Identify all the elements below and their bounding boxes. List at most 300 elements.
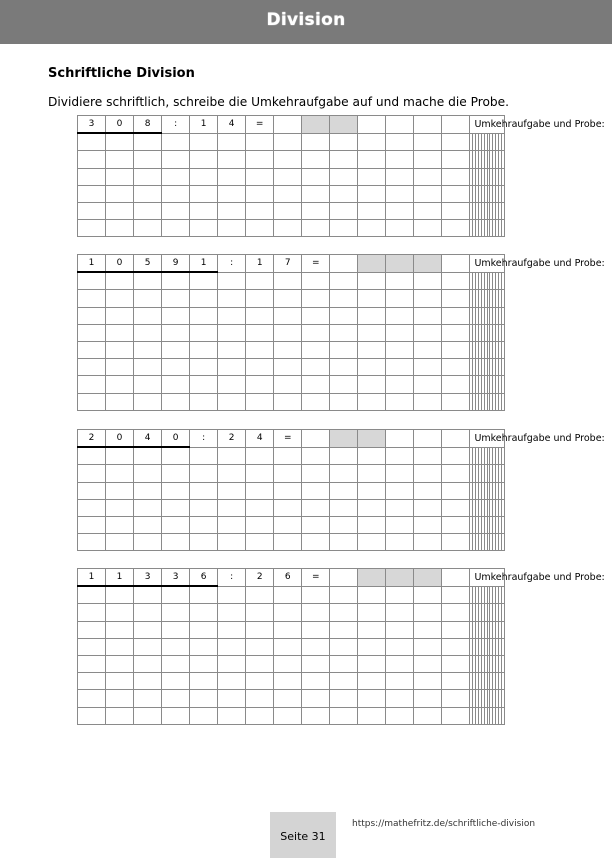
grid-cell bbox=[274, 359, 302, 376]
grid-cell bbox=[274, 220, 302, 237]
problem-char: 2 bbox=[78, 430, 106, 448]
grid-cell bbox=[442, 324, 470, 341]
grid-cell bbox=[246, 707, 274, 724]
grid-cell bbox=[106, 185, 134, 202]
grid-cell bbox=[302, 272, 330, 290]
grid-cell bbox=[358, 185, 386, 202]
grid-cell bbox=[246, 272, 274, 290]
grid-cell bbox=[386, 116, 414, 134]
grid-cell bbox=[501, 220, 504, 237]
grid-cell bbox=[302, 604, 330, 621]
grid-cell bbox=[358, 534, 386, 551]
problem-grid-2 bbox=[77, 254, 605, 411]
grid-cell bbox=[190, 447, 218, 465]
grid-cell bbox=[274, 534, 302, 551]
grid-cell bbox=[330, 638, 358, 655]
grid-cell bbox=[330, 499, 358, 516]
grid-cell bbox=[134, 655, 162, 672]
grid-cell bbox=[442, 516, 470, 533]
grid-cell bbox=[330, 324, 358, 341]
grid-cell bbox=[501, 673, 504, 690]
problem-char: 0 bbox=[106, 255, 134, 273]
grid-cell bbox=[78, 604, 106, 621]
grid-cell bbox=[386, 307, 414, 324]
grid-cell bbox=[302, 202, 330, 219]
grid-row bbox=[78, 516, 505, 533]
grid-cell bbox=[218, 482, 246, 499]
grid-cell bbox=[358, 516, 386, 533]
grid-cell bbox=[162, 586, 190, 604]
grid-cell bbox=[218, 586, 246, 604]
grid-cell bbox=[78, 586, 106, 604]
grid-cell bbox=[414, 534, 442, 551]
grid-cell bbox=[162, 465, 190, 482]
problem-char: 6 bbox=[274, 569, 302, 587]
page-title: Division bbox=[266, 10, 346, 30]
answer-cell bbox=[386, 255, 414, 273]
reverse-task-label: Umkehraufgabe und Probe: bbox=[470, 116, 505, 134]
grid-cell bbox=[302, 690, 330, 707]
grid-cell bbox=[106, 133, 134, 151]
grid-cell bbox=[274, 621, 302, 638]
grid-cell bbox=[106, 447, 134, 465]
grid-cell bbox=[78, 290, 106, 307]
grid-cell bbox=[302, 586, 330, 604]
grid-cell bbox=[106, 376, 134, 393]
grid-row bbox=[78, 638, 505, 655]
grid-cell bbox=[162, 621, 190, 638]
grid-cell bbox=[414, 673, 442, 690]
problem-char: 4 bbox=[246, 430, 274, 448]
grid-cell bbox=[218, 168, 246, 185]
grid-cell bbox=[190, 185, 218, 202]
grid-cell bbox=[330, 168, 358, 185]
grid-cell bbox=[442, 655, 470, 672]
grid-cell bbox=[358, 272, 386, 290]
grid-cell bbox=[358, 290, 386, 307]
grid-cell bbox=[414, 621, 442, 638]
grid-cell bbox=[330, 604, 358, 621]
grid-cell bbox=[78, 272, 106, 290]
answer-cell bbox=[330, 430, 358, 448]
answer-cell bbox=[414, 569, 442, 587]
grid-cell bbox=[106, 341, 134, 358]
grid-cell bbox=[302, 534, 330, 551]
grid-cell bbox=[358, 690, 386, 707]
grid-row bbox=[78, 655, 505, 672]
grid-cell bbox=[190, 272, 218, 290]
grid-cell bbox=[358, 393, 386, 410]
grid-cell bbox=[386, 220, 414, 237]
grid-cell bbox=[330, 290, 358, 307]
grid-cell bbox=[162, 324, 190, 341]
grid-cell bbox=[190, 690, 218, 707]
grid-cell bbox=[501, 307, 504, 324]
grid-cell bbox=[218, 638, 246, 655]
problem-char: 0 bbox=[106, 116, 134, 134]
grid-row bbox=[78, 133, 505, 151]
grid-cell bbox=[501, 359, 504, 376]
grid-cell bbox=[78, 707, 106, 724]
grid-cell bbox=[358, 133, 386, 151]
grid-cell bbox=[78, 393, 106, 410]
problem-char: : bbox=[218, 569, 246, 587]
grid-cell bbox=[218, 534, 246, 551]
grid-cell bbox=[358, 168, 386, 185]
grid-cell bbox=[134, 307, 162, 324]
grid-cell bbox=[414, 430, 442, 448]
grid-cell bbox=[162, 638, 190, 655]
grid-cell bbox=[386, 359, 414, 376]
grid-cell bbox=[442, 707, 470, 724]
grid-cell bbox=[78, 168, 106, 185]
grid-cell bbox=[162, 376, 190, 393]
grid-cell bbox=[246, 307, 274, 324]
grid-cell bbox=[106, 151, 134, 168]
grid-cell bbox=[134, 465, 162, 482]
grid-cell bbox=[442, 307, 470, 324]
grid-cell bbox=[218, 707, 246, 724]
grid-row bbox=[78, 673, 505, 690]
grid-cell bbox=[386, 621, 414, 638]
grid-cell bbox=[190, 151, 218, 168]
grid-row bbox=[78, 430, 505, 448]
grid-cell bbox=[274, 690, 302, 707]
grid-cell bbox=[218, 151, 246, 168]
grid-cell bbox=[330, 220, 358, 237]
grid-cell bbox=[501, 202, 504, 219]
problem-char: 0 bbox=[106, 430, 134, 448]
grid-cell bbox=[162, 604, 190, 621]
grid-cell bbox=[106, 690, 134, 707]
grid-cell bbox=[414, 341, 442, 358]
grid-cell bbox=[218, 447, 246, 465]
grid-cell bbox=[78, 202, 106, 219]
grid-cell bbox=[501, 272, 504, 290]
grid-cell bbox=[274, 324, 302, 341]
grid-cell bbox=[134, 482, 162, 499]
grid-row bbox=[78, 376, 505, 393]
grid-cell bbox=[162, 359, 190, 376]
grid-cell bbox=[358, 586, 386, 604]
grid-cell bbox=[162, 202, 190, 219]
problem-char: 1 bbox=[246, 255, 274, 273]
grid-cell bbox=[162, 673, 190, 690]
grid-cell bbox=[190, 655, 218, 672]
grid-cell bbox=[442, 690, 470, 707]
grid-cell bbox=[162, 307, 190, 324]
grid-cell bbox=[330, 185, 358, 202]
grid-cell bbox=[414, 604, 442, 621]
grid-cell bbox=[274, 707, 302, 724]
grid-cell bbox=[386, 655, 414, 672]
grid-cell bbox=[274, 290, 302, 307]
grid-cell bbox=[330, 690, 358, 707]
grid-row bbox=[78, 359, 505, 376]
grid-cell bbox=[330, 482, 358, 499]
grid-cell bbox=[190, 307, 218, 324]
grid-cell bbox=[302, 324, 330, 341]
grid-cell bbox=[274, 516, 302, 533]
grid-cell bbox=[218, 307, 246, 324]
grid-cell bbox=[358, 447, 386, 465]
grid-cell bbox=[106, 604, 134, 621]
grid-cell bbox=[358, 482, 386, 499]
grid-cell bbox=[414, 482, 442, 499]
grid-cell bbox=[78, 638, 106, 655]
grid-cell bbox=[246, 621, 274, 638]
grid-row bbox=[78, 482, 505, 499]
grid-cell bbox=[134, 341, 162, 358]
answer-cell bbox=[358, 430, 386, 448]
grid-cell bbox=[162, 151, 190, 168]
grid-cell bbox=[302, 393, 330, 410]
grid-cell bbox=[78, 655, 106, 672]
reverse-task-label: Umkehraufgabe und Probe: bbox=[470, 569, 505, 587]
grid-cell bbox=[414, 376, 442, 393]
grid-cell bbox=[358, 324, 386, 341]
grid-cell bbox=[302, 307, 330, 324]
answer-cell bbox=[358, 569, 386, 587]
grid-cell bbox=[218, 376, 246, 393]
grid-row bbox=[78, 690, 505, 707]
grid-cell bbox=[414, 586, 442, 604]
grid-cell bbox=[106, 638, 134, 655]
grid-cell bbox=[414, 202, 442, 219]
grid-cell bbox=[330, 272, 358, 290]
problem-char: 6 bbox=[190, 569, 218, 587]
grid-cell bbox=[442, 534, 470, 551]
grid-cell bbox=[501, 465, 504, 482]
grid-cell bbox=[330, 151, 358, 168]
grid-cell bbox=[218, 202, 246, 219]
grid-cell bbox=[246, 638, 274, 655]
grid-cell bbox=[274, 202, 302, 219]
grid-cell bbox=[358, 359, 386, 376]
grid-cell bbox=[302, 621, 330, 638]
grid-cell bbox=[414, 151, 442, 168]
grid-cell bbox=[190, 290, 218, 307]
page-number: Seite 31 bbox=[280, 830, 326, 843]
grid-cell bbox=[501, 482, 504, 499]
grid-cell bbox=[442, 116, 470, 134]
grid-cell bbox=[358, 116, 386, 134]
grid-cell bbox=[78, 482, 106, 499]
grid-cell bbox=[386, 447, 414, 465]
grid-cell bbox=[442, 430, 470, 448]
grid-cell bbox=[302, 168, 330, 185]
grid-cell bbox=[274, 465, 302, 482]
grid-cell bbox=[302, 151, 330, 168]
grid-cell bbox=[358, 707, 386, 724]
grid-cell bbox=[330, 673, 358, 690]
grid-cell bbox=[106, 673, 134, 690]
grid-cell bbox=[106, 465, 134, 482]
problem-char: 3 bbox=[78, 116, 106, 134]
grid-cell bbox=[78, 359, 106, 376]
grid-cell bbox=[358, 499, 386, 516]
grid-cell bbox=[134, 621, 162, 638]
grid-cell bbox=[358, 220, 386, 237]
grid-cell bbox=[442, 604, 470, 621]
grid-cell bbox=[386, 376, 414, 393]
grid-cell bbox=[302, 707, 330, 724]
grid-cell bbox=[134, 447, 162, 465]
grid-cell bbox=[274, 376, 302, 393]
grid-cell bbox=[501, 133, 504, 151]
grid-cell bbox=[218, 604, 246, 621]
grid-row bbox=[78, 569, 505, 587]
grid-cell bbox=[501, 690, 504, 707]
grid-cell bbox=[302, 341, 330, 358]
grid-cell bbox=[501, 168, 504, 185]
grid-cell bbox=[162, 707, 190, 724]
grid-cell bbox=[358, 465, 386, 482]
grid-cell bbox=[134, 290, 162, 307]
grid-cell bbox=[330, 202, 358, 219]
problem-char: 3 bbox=[134, 569, 162, 587]
grid-cell bbox=[162, 447, 190, 465]
grid-cell bbox=[78, 465, 106, 482]
grid-cell bbox=[386, 290, 414, 307]
grid-cell bbox=[302, 638, 330, 655]
grid-cell bbox=[106, 307, 134, 324]
grid-cell bbox=[386, 133, 414, 151]
grid-cell bbox=[190, 376, 218, 393]
grid-cell bbox=[106, 482, 134, 499]
grid-cell bbox=[134, 393, 162, 410]
grid-cell bbox=[246, 655, 274, 672]
problem-char: 3 bbox=[162, 569, 190, 587]
grid-cell bbox=[162, 393, 190, 410]
reverse-task-label: Umkehraufgabe und Probe: bbox=[470, 430, 505, 448]
grid-cell bbox=[386, 690, 414, 707]
grid-cell bbox=[246, 447, 274, 465]
grid-cell bbox=[414, 116, 442, 134]
grid-cell bbox=[190, 516, 218, 533]
grid-cell bbox=[134, 151, 162, 168]
grid-cell bbox=[78, 499, 106, 516]
problem-char: 1 bbox=[190, 116, 218, 134]
grid-cell bbox=[190, 707, 218, 724]
grid-cell bbox=[162, 516, 190, 533]
grid-cell bbox=[442, 447, 470, 465]
grid-cell bbox=[358, 655, 386, 672]
grid-cell bbox=[442, 272, 470, 290]
grid-cell bbox=[414, 638, 442, 655]
grid-cell bbox=[414, 220, 442, 237]
grid-row bbox=[78, 202, 505, 219]
grid-row bbox=[78, 324, 505, 341]
grid-cell bbox=[106, 707, 134, 724]
grid-cell bbox=[330, 516, 358, 533]
problem-grid-3 bbox=[77, 429, 605, 551]
grid-cell bbox=[274, 393, 302, 410]
grid-cell bbox=[386, 638, 414, 655]
grid-cell bbox=[501, 516, 504, 533]
grid-row bbox=[78, 586, 505, 604]
problem-char: = bbox=[246, 116, 274, 134]
grid-cell bbox=[274, 116, 302, 134]
grid-cell bbox=[442, 586, 470, 604]
grid-cell bbox=[274, 447, 302, 465]
grid-cell bbox=[414, 447, 442, 465]
answer-cell bbox=[386, 569, 414, 587]
grid-cell bbox=[274, 307, 302, 324]
grid-cell bbox=[134, 376, 162, 393]
grid-cell bbox=[386, 465, 414, 482]
grid-cell bbox=[330, 586, 358, 604]
grid-cell bbox=[386, 604, 414, 621]
grid-cell bbox=[134, 272, 162, 290]
grid-cell bbox=[78, 447, 106, 465]
grid-cell bbox=[386, 341, 414, 358]
grid-cell bbox=[442, 290, 470, 307]
grid-cell bbox=[358, 673, 386, 690]
problem-char: 8 bbox=[134, 116, 162, 134]
grid-cell bbox=[246, 151, 274, 168]
grid-cell bbox=[386, 707, 414, 724]
grid-cell bbox=[274, 168, 302, 185]
grid-cell bbox=[330, 465, 358, 482]
problem-char: : bbox=[218, 255, 246, 273]
grid-cell bbox=[358, 638, 386, 655]
grid-cell bbox=[134, 534, 162, 551]
grid-cell bbox=[134, 324, 162, 341]
grid-cell bbox=[442, 569, 470, 587]
grid-cell bbox=[501, 185, 504, 202]
grid-cell bbox=[190, 393, 218, 410]
grid-cell bbox=[246, 516, 274, 533]
grid-cell bbox=[106, 202, 134, 219]
grid-cell bbox=[162, 482, 190, 499]
page-number-box bbox=[270, 812, 336, 858]
grid-cell bbox=[274, 341, 302, 358]
grid-cell bbox=[162, 655, 190, 672]
grid-cell bbox=[330, 376, 358, 393]
grid-cell bbox=[78, 376, 106, 393]
problem-char: = bbox=[302, 569, 330, 587]
grid-cell bbox=[501, 707, 504, 724]
grid-cell bbox=[302, 185, 330, 202]
grid-cell bbox=[218, 465, 246, 482]
grid-cell bbox=[358, 341, 386, 358]
grid-cell bbox=[106, 534, 134, 551]
instruction-text: Dividiere schriftlich, schreibe die Umkehraufgabe auf und mache die Probe. bbox=[48, 95, 510, 109]
grid-cell bbox=[414, 307, 442, 324]
grid-cell bbox=[442, 499, 470, 516]
problem-char: 2 bbox=[246, 569, 274, 587]
grid-cell bbox=[330, 255, 358, 273]
grid-cell bbox=[302, 376, 330, 393]
grid-cell bbox=[414, 133, 442, 151]
grid-cell bbox=[386, 185, 414, 202]
grid-cell bbox=[414, 707, 442, 724]
problem-char: = bbox=[302, 255, 330, 273]
grid-cell bbox=[78, 324, 106, 341]
grid-row bbox=[78, 341, 505, 358]
grid-cell bbox=[218, 290, 246, 307]
grid-cell bbox=[134, 499, 162, 516]
grid-cell bbox=[106, 655, 134, 672]
grid-cell bbox=[134, 707, 162, 724]
grid-row bbox=[78, 185, 505, 202]
grid-cell bbox=[218, 185, 246, 202]
grid-cell bbox=[246, 168, 274, 185]
grid-cell bbox=[386, 534, 414, 551]
problem-char: 7 bbox=[274, 255, 302, 273]
problem-char: 1 bbox=[78, 569, 106, 587]
